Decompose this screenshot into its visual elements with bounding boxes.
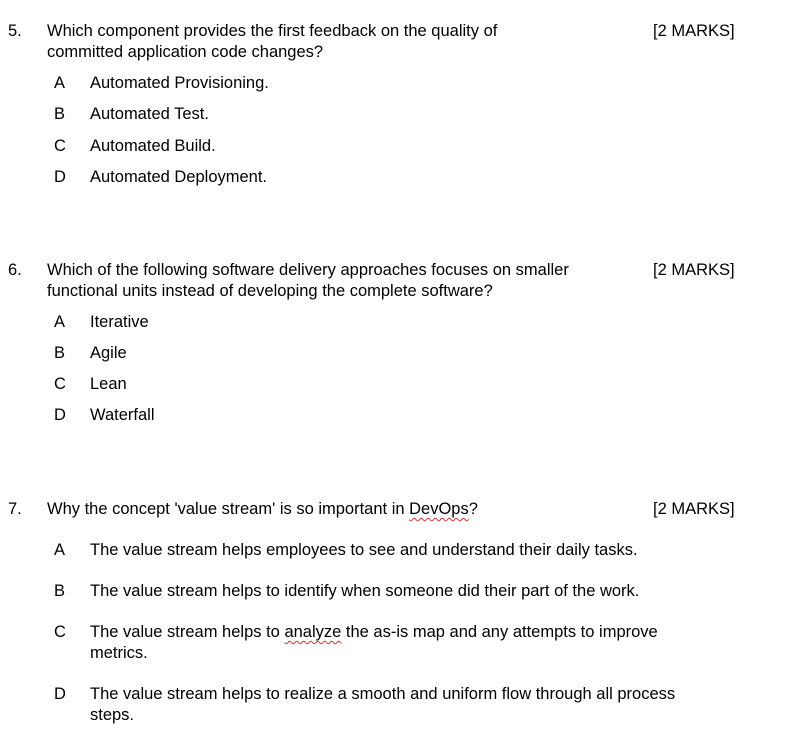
marks-label: [2 MARKS]: [653, 261, 735, 279]
option-text: Iterative: [90, 313, 149, 331]
question-text-part: ?: [468, 500, 478, 518]
option-text: Waterfall: [90, 406, 155, 424]
option-letter: B: [54, 582, 66, 600]
option-letter: D: [54, 168, 66, 186]
option-text: The value stream helps to identify when someone did their part of the work.: [90, 582, 640, 600]
question-text-line-1: Which of the following software delivery approaches focuses on smaller: [47, 261, 569, 279]
option-text-line-2: steps.: [90, 706, 135, 724]
option-text-line-1: The value stream helps to realize a smooth and uniform flow through all process: [90, 685, 676, 703]
option-letter: A: [54, 74, 66, 92]
option-letter: A: [54, 541, 66, 559]
marks-label: [2 MARKS]: [653, 500, 735, 518]
option-text: Lean: [90, 375, 127, 393]
marks-label: [2 MARKS]: [653, 22, 735, 40]
option-text: [90, 622, 658, 643]
spellcheck-flagged-word: DevOps: [409, 500, 469, 518]
option-letter: D: [54, 406, 66, 424]
option-letter: B: [54, 105, 66, 123]
option-letter: A: [54, 313, 66, 331]
option-text: The value stream helps employees to see and understand their daily tasks.: [90, 541, 638, 559]
option-text: Automated Provisioning.: [90, 74, 269, 92]
option-letter: C: [54, 623, 66, 641]
option-text-part: The value stream helps to: [90, 623, 285, 641]
question-text-part: Why the concept 'value stream' is so important in: [47, 500, 410, 518]
option-text: Automated Test.: [90, 105, 209, 123]
option-text-line-2: metrics.: [90, 644, 148, 662]
option-text-part: the as-is map and any attempts to improve: [341, 623, 658, 641]
option-letter: D: [54, 685, 66, 703]
option-text: Automated Deployment.: [90, 168, 268, 186]
spellcheck-flagged-word: analyze: [284, 623, 342, 641]
question-number: 7.: [8, 500, 22, 518]
option-text: Automated Build.: [90, 137, 216, 155]
question-text-line-1: Which component provides the first feedback on the quality of: [47, 22, 498, 40]
question-number: 5.: [8, 22, 22, 40]
question-number: 6.: [8, 261, 22, 279]
question-text-line-2: functional units instead of developing the complete software?: [47, 282, 493, 300]
question-text: [47, 499, 478, 520]
question-text-line-2: committed application code changes?: [47, 43, 324, 61]
option-letter: B: [54, 344, 66, 362]
option-letter: C: [54, 137, 66, 155]
option-letter: C: [54, 375, 66, 393]
option-text: Agile: [90, 344, 127, 362]
